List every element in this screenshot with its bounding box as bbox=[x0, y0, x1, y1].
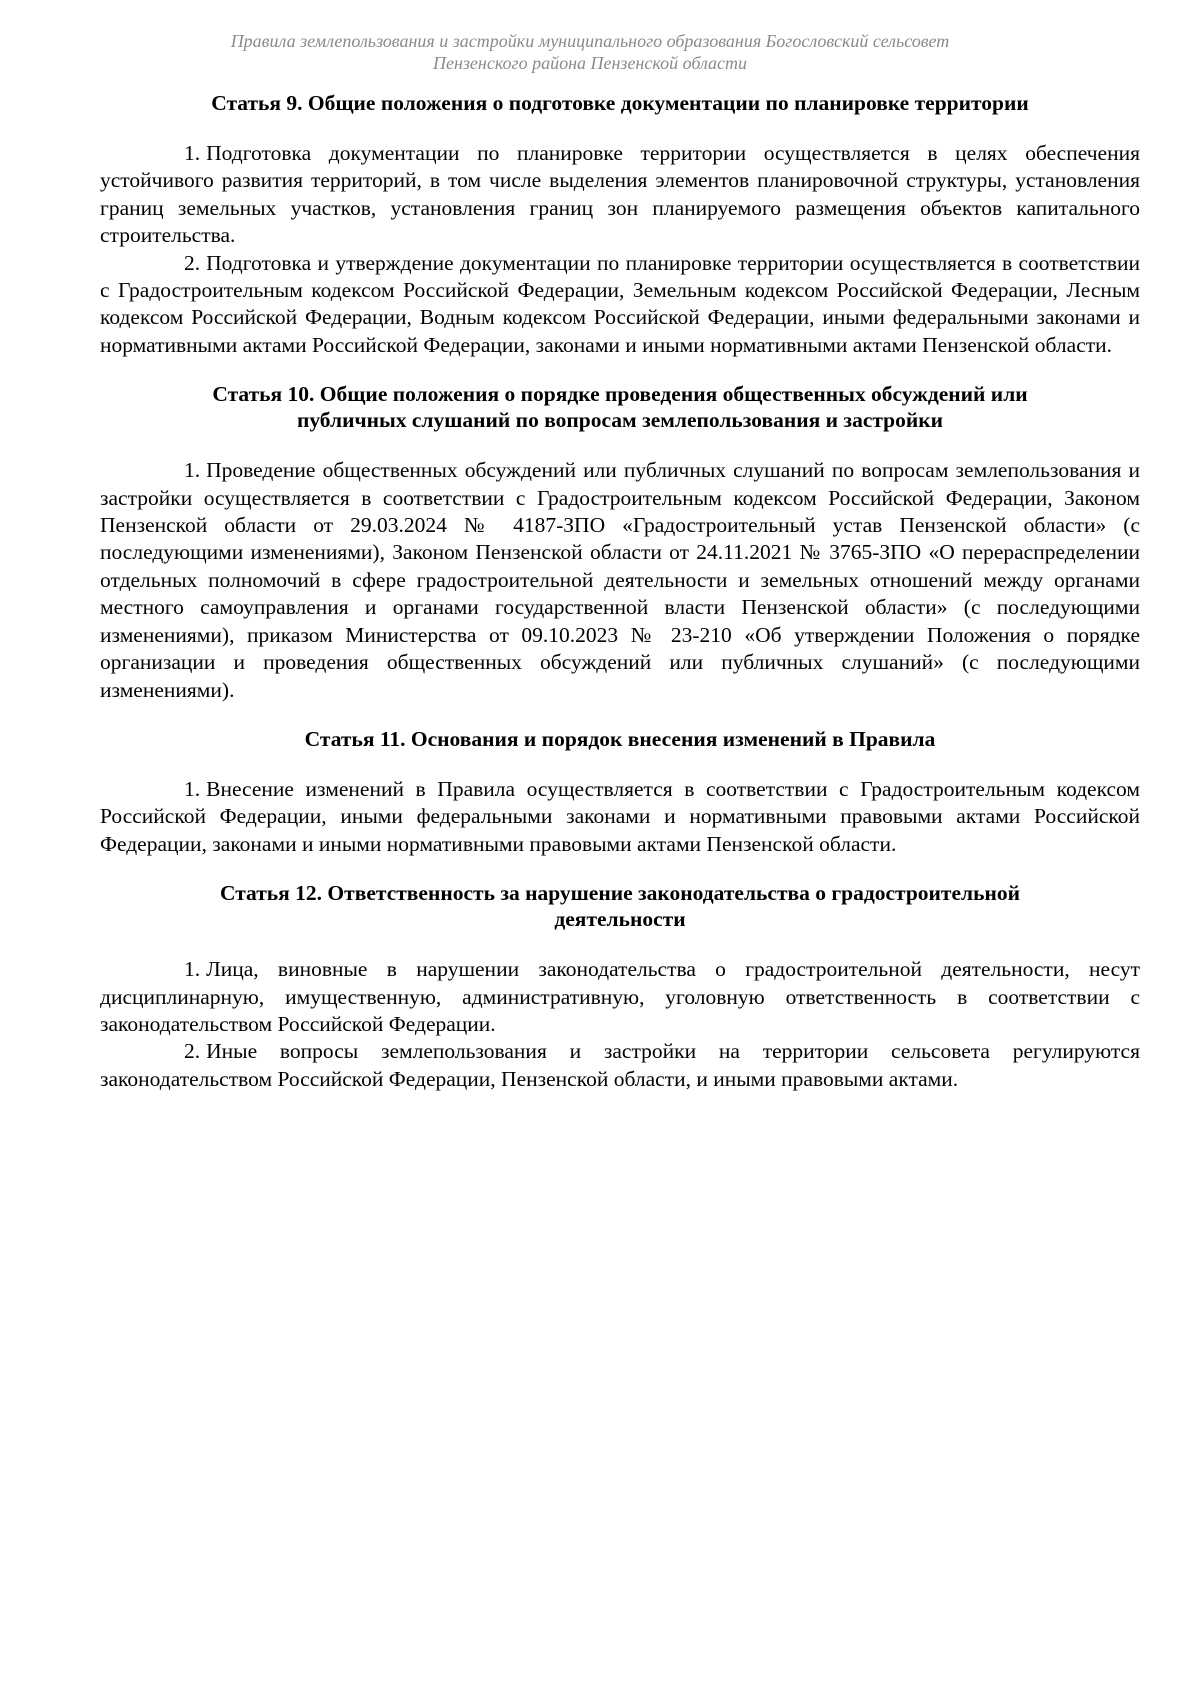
article-12 bbox=[100, 880, 1140, 1093]
article-title: Статья 10. Общие положения о порядке проведения общественных обсуждений или публичных слушаний по вопросам землепользования и застройки bbox=[212, 382, 1028, 433]
article-9 bbox=[100, 90, 1140, 359]
article-body bbox=[100, 457, 1140, 704]
paragraph-1 bbox=[100, 457, 1140, 704]
paragraph-text: Иные вопросы землепользования и застройки на территории сельсовета регулируются законодательством Российской Федерации, Пензенской области, и иными правовыми актами. bbox=[100, 1039, 1140, 1091]
article-title: Статья 11. Основания и порядок внесения изменений в Правила bbox=[304, 726, 936, 751]
paragraph-text: Проведение общественных обсуждений или публичных слушаний по вопросам землепользования и застройки осуществляется в соответствии с Градостроительным кодексом Российской Федерации, Законом Пензенской области от 29.03.2024 № 4187-ЗПО «Градостроительный устав Пензенской области» (с последующими изменениями), Законом Пензенской области от 24.11.2021 № 3765-ЗПО «О перераспределении отдельных полномочий в сфере градостроительной деятельности и земельных отношений между органами местного самоуправления и органами государственной власти Пензенской области» (с последующими изменениями), приказом Министерства от 09.10.2023 № 23-210 «Об утверждении Положения о порядке организации и проведения общественных обсуждений или публичных слушаний» (с последующими изменениями). bbox=[100, 458, 1140, 702]
document-content bbox=[100, 90, 1140, 1115]
article-body bbox=[100, 776, 1140, 858]
paragraph-number: 2. bbox=[184, 250, 201, 275]
paragraph-number: 1. bbox=[184, 776, 201, 801]
paragraph-text: Подготовка и утверждение документации по планировке территории осуществляется в соответствии с Градостроительным кодексом Российской Федерации, Земельным кодексом Российской Федерации, Лесным кодексом Российской Федерации, Водным кодексом Российской Федерации, иными федеральными законами и нормативными актами Российской Федерации, законами и иными нормативными актами Пензенской области. bbox=[100, 250, 1140, 357]
article-title: Статья 9. Общие положения о подготовке документации по планировке территории bbox=[211, 91, 1029, 115]
article-title: Статья 12. Ответственность за нарушение законодательства о градостроительной деятельности bbox=[219, 881, 1020, 932]
paragraph-number: 1. bbox=[184, 957, 201, 982]
paragraph-number: 2. bbox=[184, 1039, 201, 1064]
running-header bbox=[60, 30, 1120, 74]
paragraph-1 bbox=[100, 956, 1140, 1038]
running-header-line-1: Правила землепользования и застройки муниципального образования Богословский сельсовет bbox=[230, 31, 950, 51]
paragraph-number: 1. bbox=[184, 458, 201, 483]
running-header-line-2: Пензенского района Пензенской области bbox=[432, 53, 748, 73]
paragraph-number: 1. bbox=[184, 141, 201, 165]
paragraph-2 bbox=[100, 250, 1140, 360]
paragraph-text: Лица, виновные в нарушении законодательства о градостроительной деятельности, несут дисциплинарную, имущественную, административную, уголовную ответственность в соответствии с законодательством Российской Федерации. bbox=[100, 957, 1140, 1036]
paragraph-2 bbox=[100, 1038, 1140, 1093]
article-body bbox=[100, 956, 1140, 1093]
paragraph-1 bbox=[100, 776, 1140, 858]
paragraph-1 bbox=[100, 140, 1140, 250]
article-10 bbox=[100, 381, 1140, 704]
article-11 bbox=[100, 726, 1140, 858]
paragraph-text: Внесение изменений в Правила осуществляется в соответствии с Градостроительным кодексом Российской Федерации, иными федеральными законами и нормативными правовыми актами Российской Федерации, законами и иными нормативными правовыми актами Пензенской области. bbox=[100, 776, 1140, 856]
paragraph-text: Подготовка документации по планировке территории осуществляется в целях обеспечения устойчивого развития территорий, в том числе выделения элементов планировочной структуры, установления границ земельных участков, установления границ зон планируемого размещения объектов капитального строительства. bbox=[100, 141, 1140, 248]
article-body bbox=[100, 140, 1140, 359]
